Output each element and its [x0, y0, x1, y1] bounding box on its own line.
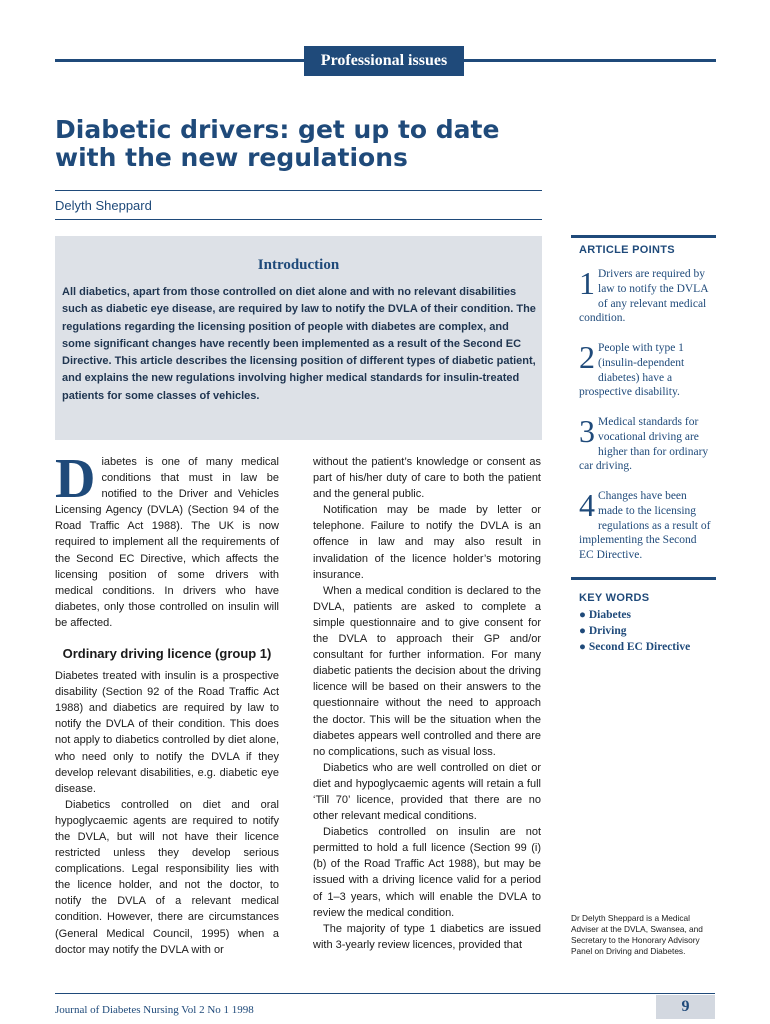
section-label: Professional issues — [304, 46, 464, 76]
article-point-3 — [579, 415, 711, 474]
title-rule-bottom — [55, 219, 542, 220]
key-words-heading: KEY WORDS — [579, 592, 650, 604]
footer-rule — [55, 993, 715, 994]
page-number: 9 — [656, 995, 715, 1019]
article-point-2 — [579, 341, 711, 400]
paragraph: Diabetics controlled on insulin are not permitted to hold a full licence (Section 99 (i) (b) of the Road Traffic Act 1988), but may be issued with a driving licence valid for a period of 1–3 years, which will enable the DVLA to review the medical condition. — [313, 826, 541, 919]
point-number: 3 — [579, 413, 595, 449]
header-rule-right — [464, 59, 716, 62]
journal-citation: Journal of Diabetes Nursing Vol 2 No 1 1998 — [55, 1004, 254, 1016]
point-number: 4 — [579, 487, 595, 523]
paragraph: Diabetics controlled on diet and oral hypoglycaemic agents are required to notify the DVLA, but will not have their licence restricted unless they develop serious complications. Legal responsibility lies with the licence holder, and not the doctor, to notify the DVLA of a relevant medical condition. However, there are circumstances (General Medical Council, 1995) when a doctor may notify the DVLA with or — [55, 798, 279, 956]
subheading-ordinary-licence: Ordinary driving licence (group 1) — [62, 646, 272, 662]
introduction-box — [55, 236, 542, 440]
author-name: Delyth Sheppard — [55, 198, 152, 213]
paragraph: When a medical condition is declared to the DVLA, patients are asked to complete a simple questionnaire and to give consent for the DVLA to approach their GP and/or consultant for further information. For many diabetic patients the decision about the driving licence will be based on their answers to the questionnaire without the need to approach the doctor. This will be the situation when the diabetes appears well controlled and there are no complications, such as visual loss. — [313, 584, 541, 758]
sidebar-rule-keywords — [571, 577, 716, 580]
point-number: 2 — [579, 339, 595, 375]
sidebar-rule-top — [571, 235, 716, 238]
paragraph: Notification may be made by letter or telephone. Failure to notify the DVLA is an offence in law and may also result in invalidation of the licence holder’s motoring insurance. — [313, 504, 541, 581]
keyword-item: ● Diabetes — [579, 609, 631, 621]
paragraph: without the patient’s knowledge or consent as part of his/her duty of care to both the patient and the general public. — [313, 456, 541, 501]
point-text: Changes have been made to the licensing regulations as a result of implementing the Second EC Directive. — [579, 490, 711, 562]
introduction-text: All diabetics, apart from those controlled on diet alone and with no relevant disabilities such as diabetic eye disease, are required by law to notify the DVLA of their condition. The regulations regarding the licensing position of people with diabetes are complex, and some significant changes have recently been implemented as a result of the Second EC Directive. This article describes the licensing position of different types of diabetic patient, and explains the new regulations involving higher medical standards for insulin-treated patients for some classes of vehicles. — [62, 286, 536, 402]
body-column-1 — [55, 448, 279, 958]
author-bio: Dr Delyth Sheppard is a Medical Adviser at the DVLA, Swansea, and Secretary to the Honorary Advisory Panel on Driving and Diabetes. — [571, 913, 703, 956]
article-title: Diabetic drivers: get up to date with the new regulations — [55, 115, 500, 172]
paragraph: Diabetes treated with insulin is a prospective disability (Section 92 of the Road Traffic Act 1988) and diabetics are required by law to notify the DVLA of their condition. This does not apply to diabetics controlled by diet alone, who need only to notify the DVLA if they develop relevant disabilities, e.g. diabetic eye disease. — [55, 670, 279, 795]
article-point-1 — [579, 267, 711, 326]
opening-text: iabetes is one of many medical conditions that must in law be notified to the Driver and Vehicles Licensing Agency (DVLA) (Section 94 of the Road Traffic Act 1988). The UK is now required to implement all the requirements of the Second EC Directive, which affects the licensing position of some drivers with medical conditions. In drivers who have diabetes, only those controlled on insulin will be affected. — [55, 456, 279, 629]
paragraph: Diabetics who are well controlled on diet or diet and hypoglycaemic agents will retain a full ‘Till 70’ licence, provided that there are no other relevant medical conditions. — [313, 761, 541, 823]
opening-paragraph — [55, 448, 279, 631]
header-rule-left — [55, 59, 304, 62]
point-number: 1 — [579, 265, 595, 301]
point-text: Drivers are required by law to notify the DVLA of any relevant medical condition. — [579, 268, 708, 325]
point-text: People with type 1 (insulin-dependent diabetes) have a prospective disability. — [579, 342, 685, 399]
drop-cap: D — [55, 448, 96, 510]
keyword-item: ● Second EC Directive — [579, 641, 691, 653]
title-rule-top — [55, 190, 542, 191]
body-column-2 — [313, 454, 541, 953]
article-points-heading: ARTICLE POINTS — [579, 244, 675, 256]
point-text: Medical standards for vocational driving are higher than for ordinary car driving. — [579, 416, 709, 473]
paragraph: The majority of type 1 diabetics are issued with 3-yearly review licences, provided that — [313, 922, 541, 951]
keyword-item: ● Driving — [579, 625, 627, 637]
article-point-4 — [579, 489, 711, 563]
introduction-title: Introduction — [257, 257, 340, 273]
